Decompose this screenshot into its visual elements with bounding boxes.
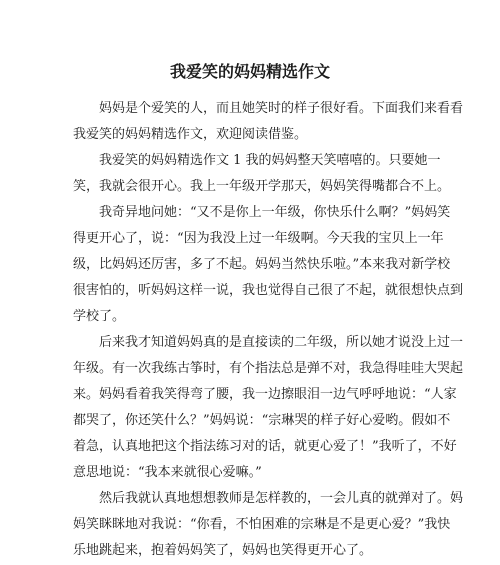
paragraph-line: 着急，认真地把这个指法练习对的话，就更心爱了！”我听了，不好 [73,439,457,454]
paragraph-line: 我奇异地问她：“又不是你上一年级，你快乐什么啊？”妈妈笑 [99,205,451,220]
paragraph-line: 然后我就认真地想想教师是怎样教的，一会儿真的就弹对了。妈 [99,491,464,506]
paragraph-line: 学校了。 [73,309,126,324]
paragraph-line: 来。妈妈看着我笑得弯了腰，我一边擦眼泪一边气呼呼地说：“人家 [73,387,457,402]
paragraph-line: 级，比妈妈还厉害，多了不起。妈妈当然快乐啦。”本来我对新学校 [73,257,451,272]
document-title: 我爱笑的妈妈精选作文 [169,62,330,81]
paragraph-line: 我爱笑的妈妈精选作文 1 我的妈妈整天笑嘻嘻的。只要她一 [99,153,441,168]
paragraph-line: 我爱笑的妈妈精选作文，欢迎阅读借鉴。 [73,127,308,142]
paragraph-line: 笑，我就会很开心。我上一年级开学那天，妈妈笑得嘴都合不上。 [73,179,451,194]
paragraph-line: 得更开心了，说：“因为我没上过一年级啊。今天我的宝贝上一年 [73,231,444,246]
paragraph-line: 后来我才知道妈妈真的是直接读的二年级，所以她才说没上过一 [99,335,464,350]
paragraph-line: 年级。有一次我练古筝时，有个指法总是弹不对，我急得哇哇大哭起 [73,361,464,376]
paragraph-1 [73,96,464,148]
paragraph-3 [73,200,464,330]
paragraph-line: 都哭了，你还笑什么？”妈妈说：“宗琳哭的样子好心爱哟。假如不 [73,413,451,428]
paragraph-line: 意思地说：“我本来就很心爱嘛。” [73,465,262,480]
document-body [73,96,464,564]
paragraph-4 [73,330,464,486]
paragraph-line: 妈笑眯眯地对我说：“你看，不怕困难的宗琳是不是更心爱？”我快 [73,517,451,532]
paragraph-5 [73,486,464,564]
paragraph-2 [73,148,451,200]
paragraph-line: 很害怕的，听妈妈这样一说，我也觉得自己很了不起，就很想快点到 [73,283,464,298]
paragraph-line: 妈妈是个爱笑的人，而且她笑时的样子很好看。下面我们来看看 [99,101,464,116]
paragraph-line: 乐地跳起来，抱着妈妈笑了，妈妈也笑得更开心了。 [73,543,373,558]
